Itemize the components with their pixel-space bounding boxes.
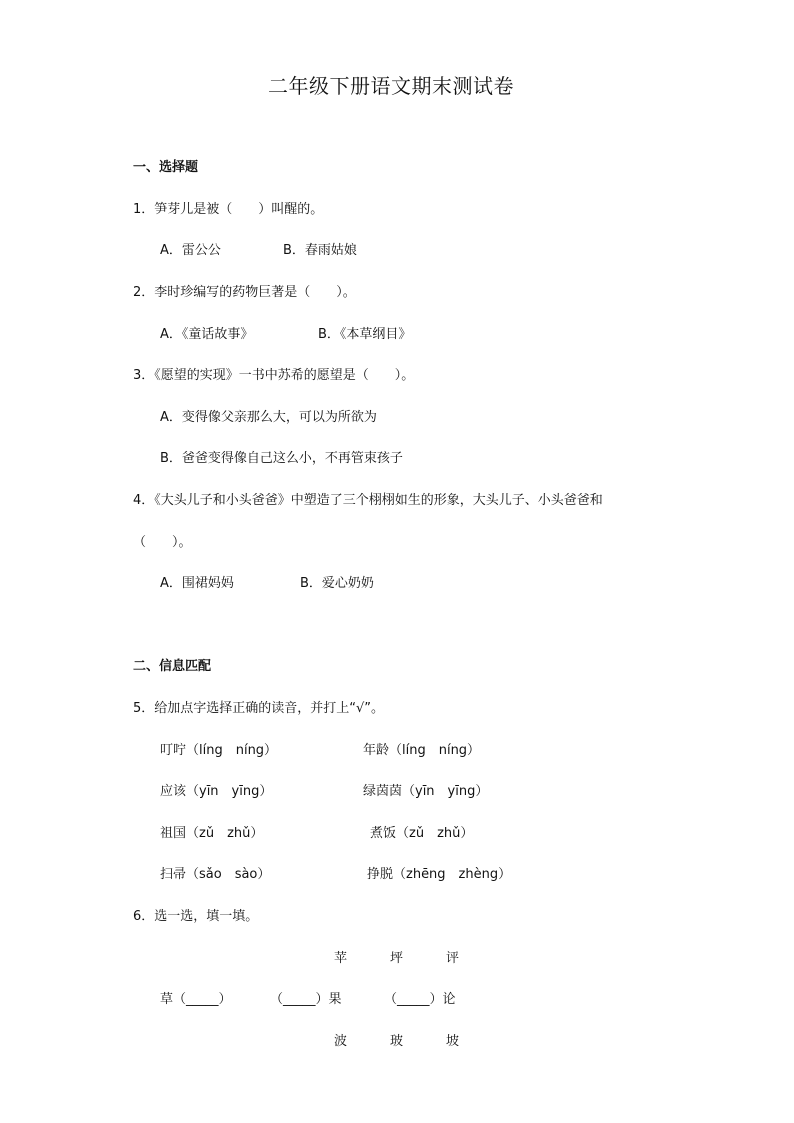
page-title: 二年级下册语文期末测试卷	[268, 74, 514, 98]
question-4-continued: （ ）。	[133, 535, 192, 550]
fill-blank-item: 草（_____）	[160, 992, 232, 1007]
fill-blank-item: （_____）果	[270, 992, 342, 1007]
fill-blank-item: （_____）论	[384, 992, 456, 1007]
q4-option-b: B．爱心奶奶	[300, 576, 374, 591]
pinyin-item: 煮饭（zǔ zhǔ）	[370, 826, 474, 841]
q3-option-b: B．爸爸变得像自己这么小，不再管束孩子	[160, 451, 403, 466]
question-3: 3．《愿望的实现》一书中苏希的愿望是（ ）。	[133, 368, 415, 383]
choice-char: 坡	[446, 1034, 460, 1049]
pinyin-item: 扫帚（sǎo sào）	[160, 867, 271, 882]
pinyin-item: 年龄（líng níng）	[363, 743, 481, 758]
section-heading-choice: 一、选择题	[133, 160, 199, 175]
choice-char: 苹	[334, 951, 348, 966]
pinyin-item: 挣脱（zhēng zhèng）	[367, 867, 512, 882]
q3-option-a: A．变得像父亲那么大，可以为所欲为	[160, 410, 377, 425]
choice-char: 玻	[390, 1034, 404, 1049]
question-4: 4．《大头儿子和小头爸爸》中塑造了三个栩栩如生的形象，大头儿子、小头爸爸和	[133, 493, 603, 508]
q4-option-a: A．围裙妈妈	[160, 576, 234, 591]
pinyin-item: 应该（yīn yīng）	[160, 784, 273, 799]
section-heading-matching: 二、信息匹配	[133, 659, 212, 674]
q1-option-b: B．春雨姑娘	[283, 243, 357, 258]
pinyin-item: 绿茵茵（yīn yīng）	[363, 784, 489, 799]
pinyin-item: 祖国（zǔ zhǔ）	[160, 826, 264, 841]
q1-option-a: A．雷公公	[160, 243, 221, 258]
choice-char: 波	[334, 1034, 348, 1049]
choice-char: 评	[446, 951, 460, 966]
question-6: 6．选一选，填一填。	[133, 909, 259, 924]
question-1: 1．笋芽儿是被（ ）叫醒的。	[133, 202, 324, 217]
question-2: 2．李时珍编写的药物巨著是（ ）。	[133, 285, 356, 300]
choice-char: 坪	[390, 951, 404, 966]
q2-option-a: A．《童话故事》	[160, 327, 254, 342]
question-5: 5．给加点字选择正确的读音，并打上“√”。	[133, 701, 385, 716]
pinyin-item: 叮咛（líng níng）	[160, 743, 278, 758]
q2-option-b: B．《本草纲目》	[318, 327, 412, 342]
